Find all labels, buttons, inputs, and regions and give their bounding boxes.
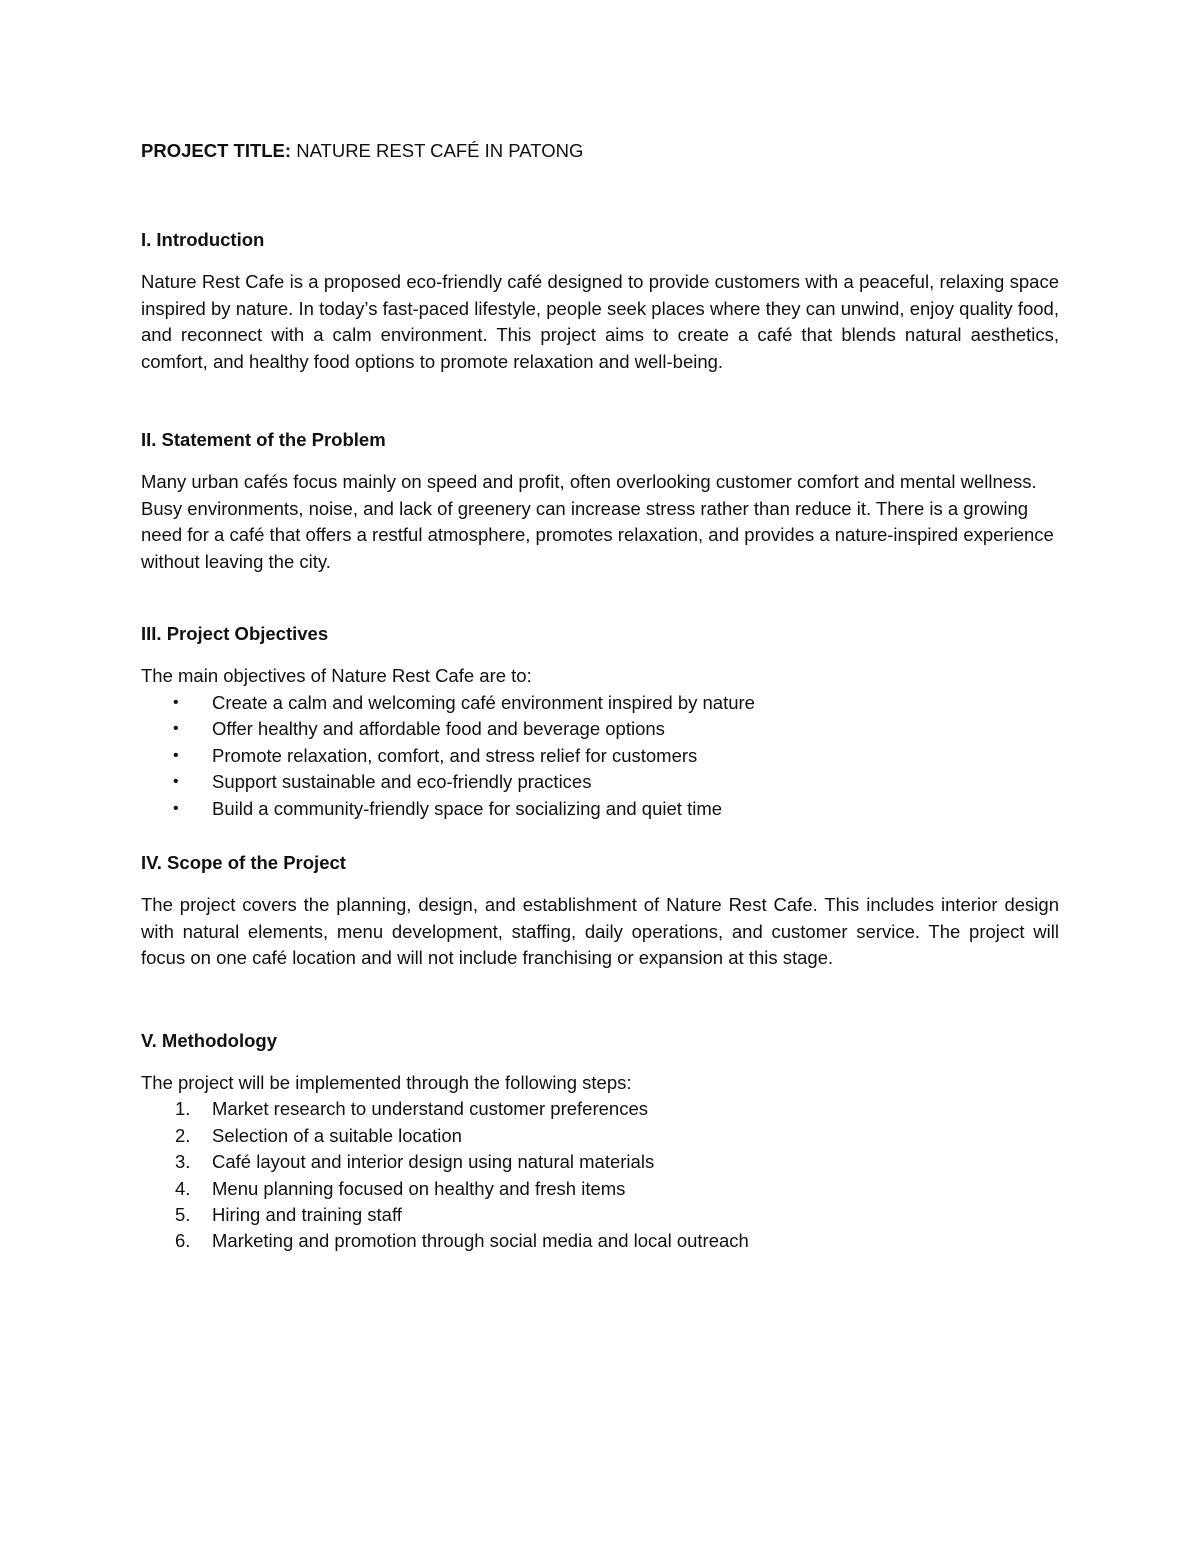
section-heading-introduction: I. Introduction: [141, 229, 265, 250]
bullet-icon: •: [173, 799, 179, 817]
bullet-icon: •: [173, 773, 179, 791]
project-title: [141, 138, 1059, 170]
objectives-intro: The main objectives of Nature Rest Cafe are to:: [141, 665, 532, 687]
list-item-text: Selection of a suitable location: [212, 1124, 462, 1146]
project-title-label: PROJECT TITLE:: [141, 140, 292, 161]
list-item: [141, 1123, 1059, 1149]
list-item: [141, 1176, 1059, 1202]
list-item-text: Marketing and promotion through social media and local outreach: [212, 1230, 749, 1252]
bullet-icon: •: [173, 693, 179, 711]
methodology-intro: The project will be implemented through the following steps:: [141, 1071, 632, 1093]
project-title-value: NATURE REST CAFÉ IN PATONG: [291, 140, 584, 161]
list-item-text: Café layout and interior design using natural materials: [212, 1151, 655, 1173]
step-number: 2.: [175, 1124, 191, 1146]
section-heading-problem: II. Statement of the Problem: [141, 429, 386, 451]
list-item: [141, 716, 1059, 742]
problem-body: Many urban cafés focus mainly on speed and profit, often overlooking customer comfort and mental wellness. Busy environments, noise, and lack of greenery can increase stress rather than reduce it. There is a growing need for a café that offers a restful atmosphere, promotes relaxation, and provides a nature-inspired experience without leaving the city.: [141, 471, 1054, 572]
list-item-text: Market research to understand customer preferences: [212, 1098, 648, 1120]
list-item-text: Promote relaxation, comfort, and stress relief for customers: [212, 744, 698, 766]
bullet-icon: •: [173, 746, 179, 764]
step-number: 3.: [175, 1151, 191, 1173]
list-item: [141, 1202, 1059, 1228]
list-item-text: Hiring and training staff: [212, 1203, 402, 1225]
document-page: [141, 138, 1059, 1255]
list-item-text: Create a calm and welcoming café environment inspired by nature: [212, 691, 755, 713]
list-item: [141, 743, 1059, 769]
list-item: [141, 796, 1059, 822]
list-item: [141, 769, 1059, 795]
list-item-text: Support sustainable and eco-friendly practices: [212, 771, 592, 793]
list-item-text: Offer healthy and affordable food and beverage options: [212, 718, 665, 740]
objectives-list: [141, 690, 1059, 822]
section-heading-scope: IV. Scope of the Project: [141, 851, 346, 873]
list-item: [141, 1228, 1059, 1254]
step-number: 1.: [175, 1098, 191, 1120]
introduction-body: Nature Rest Cafe is a proposed eco-friendly café designed to provide customers with a peaceful, relaxing space inspired by nature. In today’s fast-paced lifestyle, people seek places where they can unwind, enjoy quality food, and reconnect with a calm environment. This project aims to create a café that blends natural aesthetics, comfort, and healthy food options to promote relaxation and well-being.: [141, 271, 1059, 372]
step-number: 5.: [175, 1203, 191, 1225]
section-heading-methodology: V. Methodology: [141, 1029, 278, 1051]
list-item: [141, 690, 1059, 716]
list-item: [141, 1096, 1059, 1122]
step-number: 4.: [175, 1177, 191, 1199]
scope-body: The project covers the planning, design, and establishment of Nature Rest Cafe. This includes interior design with natural elements, menu development, staffing, daily operations, and customer service. The project will focus on one café location and will not include franchising or expansion at this stage.: [141, 894, 1059, 969]
bullet-icon: •: [173, 720, 179, 738]
step-number: 6.: [175, 1230, 191, 1252]
section-heading-objectives: III. Project Objectives: [141, 623, 329, 645]
list-item: [141, 1149, 1059, 1175]
methodology-steps: [141, 1096, 1059, 1254]
list-item-text: Build a community-friendly space for socializing and quiet time: [212, 797, 723, 819]
list-item-text: Menu planning focused on healthy and fresh items: [212, 1177, 626, 1199]
